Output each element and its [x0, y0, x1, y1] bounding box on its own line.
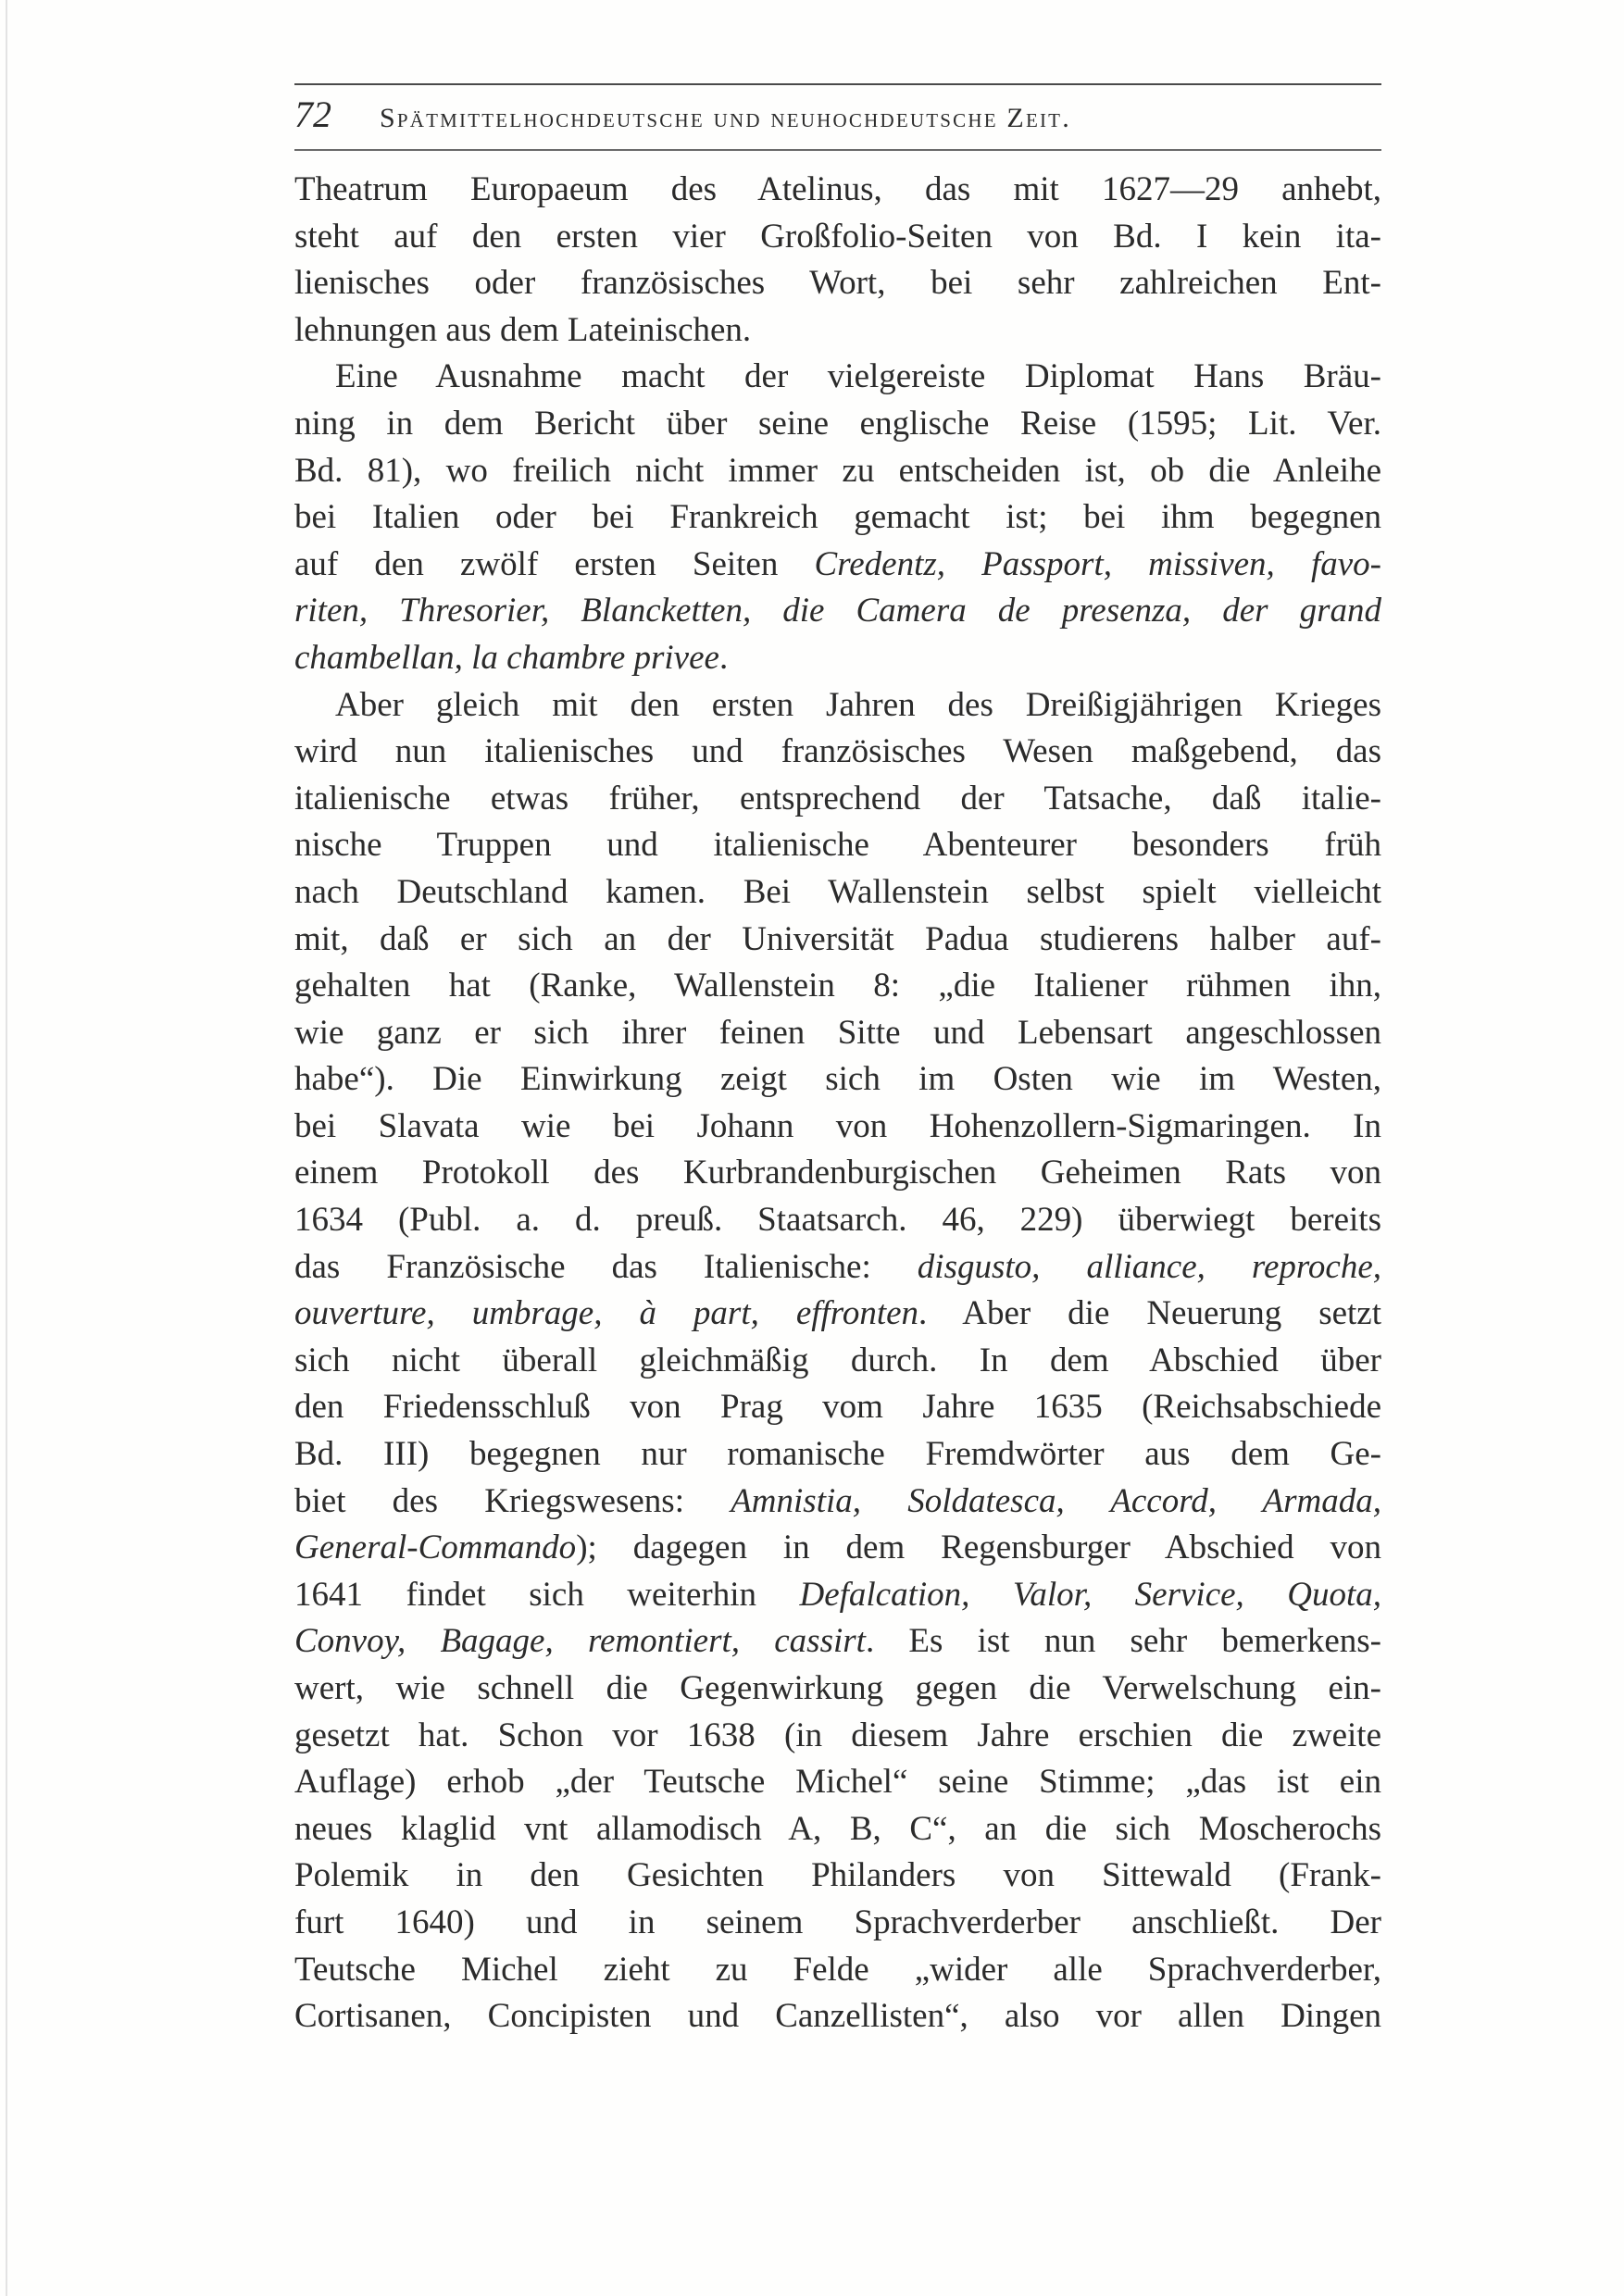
text-line: [294, 1713, 1381, 1760]
text-segment: wert, wie schnell die Gegenwirkung gegen die Verwelschung ein-: [294, 1669, 1381, 1707]
text-segment: Auflage) erhob „der Teutsche Michel“ seine Stimme; „das ist ein: [294, 1763, 1381, 1802]
text-line: [294, 1993, 1381, 2040]
text-line: [294, 307, 1381, 355]
body-text: [294, 167, 1381, 2040]
header-rule-top: [294, 83, 1381, 85]
text-line: [294, 1291, 1381, 1338]
text-segment: bei Slavata wie bei Johann von Hohenzollern-Sigmaringen. In: [294, 1106, 1381, 1145]
text-segment: 1634 (Publ. a. d. preuß. Staatsarch. 46, 229) überwiegt bereits: [294, 1201, 1381, 1240]
text-line: [294, 1618, 1381, 1666]
text-line: [294, 588, 1381, 635]
italic-text-segment: Convoy, Bagage, remontiert, cassirt: [294, 1622, 866, 1661]
text-segment: Bd. III) begegnen nur romanische Fremdwörter aus dem Ge-: [294, 1435, 1381, 1474]
italic-text-segment: riten, Thresorier, Blancketten, die Camera de presenza, der grand: [294, 592, 1381, 630]
text-segment: . Es ist nun sehr bemerkens-: [865, 1622, 1381, 1661]
text-line: [294, 729, 1381, 776]
running-title: Spätmittelhochdeutsche und neuhochdeutsche Zeit.: [380, 103, 1071, 133]
text-line: [294, 1666, 1381, 1713]
text-line: [294, 1947, 1381, 1994]
text-line: [294, 635, 1381, 682]
text-segment: nische Truppen und italienische Abenteurer besonders früh: [294, 826, 1381, 865]
text-line: [294, 869, 1381, 917]
italic-text-segment: General-Commando: [294, 1529, 577, 1567]
italic-text-segment: ouverture, umbrage, à part, effronten: [294, 1294, 919, 1333]
text-line: [294, 260, 1381, 307]
text-line: [294, 1431, 1381, 1479]
text-segment: gehalten hat (Ranke, Wallenstein 8: „die Italiener rühmen ihn,: [294, 967, 1381, 1005]
text-line: [294, 776, 1381, 823]
running-head: [294, 93, 1381, 139]
italic-text-segment: Credentz, Passport, missiven, favo-: [814, 544, 1381, 583]
text-segment: Eine Ausnahme macht der vielgereiste Diplomat Hans Bräu-: [335, 357, 1381, 396]
page-number: 72: [294, 94, 331, 135]
text-line: [294, 1384, 1381, 1431]
text-segment: furt 1640) und in seinem Sprachverderber anschließt. Der: [294, 1903, 1381, 1941]
text-line: [294, 1900, 1381, 1947]
text-line: [294, 822, 1381, 869]
text-line: [294, 1010, 1381, 1057]
text-segment: sich nicht überall gleichmäßig durch. In dem Abschied über: [294, 1341, 1381, 1379]
text-segment: Teutsche Michel zieht zu Felde „wider alle Sprachverderber,: [294, 1950, 1381, 1989]
text-segment: italienische etwas früher, entsprechend der Tatsache, daß italie-: [294, 779, 1381, 817]
italic-text-segment: disgusto, alliance, reproche,: [917, 1247, 1381, 1286]
text-line: [294, 214, 1381, 261]
text-segment: lehnungen aus dem Lateinischen.: [294, 310, 752, 349]
text-segment: Bd. 81), wo freilich nicht immer zu entscheiden ist, ob die Anleihe: [294, 451, 1381, 490]
text-line: [294, 1525, 1381, 1572]
text-line: [294, 1197, 1381, 1244]
text-segment: Polemik in den Gesichten Philanders von Sittewald (Frank-: [294, 1856, 1381, 1895]
text-line: [294, 1338, 1381, 1385]
page-edge-shadow: [6, 0, 7, 2296]
text-segment: lienisches oder französisches Wort, bei sehr zahlreichen Ent-: [294, 264, 1381, 303]
text-segment: nach Deutschland kamen. Bei Wallenstein selbst spielt vielleicht: [294, 872, 1381, 911]
text-line: [294, 1150, 1381, 1197]
italic-text-segment: Defalcation, Valor, Service, Quota,: [799, 1575, 1381, 1614]
text-segment: den Friedensschluß von Prag vom Jahre 1635 (Reichsabschiede: [294, 1388, 1381, 1427]
text-line: [294, 682, 1381, 730]
text-segment: gesetzt hat. Schon vor 1638 (in diesem Jahre erschien die zweite: [294, 1716, 1381, 1754]
text-line: [294, 1759, 1381, 1806]
text-segment: wie ganz er sich ihrer feinen Sitte und Lebensart angeschlossen: [294, 1013, 1381, 1052]
text-segment: wird nun italienisches und französisches Wesen maßgebend, das: [294, 732, 1381, 771]
text-segment: 1641 findet sich weiterhin: [294, 1575, 800, 1614]
text-segment: Theatrum Europaeum des Atelinus, das mit 1627—29 anhebt,: [294, 170, 1381, 208]
text-segment: bei Italien oder bei Frankreich gemacht ist; bei ihm begegnen: [294, 498, 1381, 537]
text-segment: einem Protokoll des Kurbrandenburgischen Geheimen Rats von: [294, 1154, 1381, 1192]
text-line: [294, 1806, 1381, 1853]
text-line: [294, 354, 1381, 401]
text-line: [294, 167, 1381, 214]
text-line: [294, 963, 1381, 1010]
text-line: [294, 1104, 1381, 1151]
text-line: [294, 1479, 1381, 1526]
text-segment: neues klaglid vnt allamodisch A, B, C“, an die sich Moscherochs: [294, 1809, 1381, 1848]
text-line: [294, 1244, 1381, 1292]
text-line: [294, 917, 1381, 964]
text-line: [294, 448, 1381, 495]
text-segment: mit, daß er sich an der Universität Padua studierens halber auf-: [294, 919, 1381, 958]
text-line: [294, 401, 1381, 448]
text-line: [294, 1853, 1381, 1900]
text-segment: Cortisanen, Concipisten und Canzellisten“, also vor allen Dingen: [294, 1997, 1381, 2036]
text-segment: das Französische das Italienische:: [294, 1247, 918, 1286]
text-line: [294, 542, 1381, 589]
text-segment: ); dagegen in dem Regensburger Abschied von: [576, 1529, 1381, 1567]
text-segment: .: [718, 638, 729, 677]
italic-text-segment: Amnistia, Soldatesca, Accord, Armada,: [731, 1481, 1381, 1520]
text-line: [294, 1056, 1381, 1104]
text-segment: biet des Kriegswesens:: [294, 1481, 731, 1520]
text-segment: habe“). Die Einwirkung zeigt sich im Osten wie im Westen,: [294, 1060, 1381, 1099]
italic-text-segment: chambellan, la chambre privee: [294, 638, 719, 677]
text-segment: steht auf den ersten vier Großfolio-Seiten von Bd. I kein ita-: [294, 217, 1381, 256]
text-segment: auf den zwölf ersten Seiten: [294, 544, 815, 583]
text-segment: Aber gleich mit den ersten Jahren des Dreißigjährigen Krieges: [335, 685, 1381, 724]
text-line: [294, 494, 1381, 542]
text-segment: ning in dem Bericht über seine englische Reise (1595; Lit. Ver.: [294, 404, 1381, 443]
header-rule-bottom: [294, 149, 1381, 151]
text-line: [294, 1572, 1381, 1619]
text-segment: . Aber die Neuerung setzt: [918, 1294, 1381, 1333]
